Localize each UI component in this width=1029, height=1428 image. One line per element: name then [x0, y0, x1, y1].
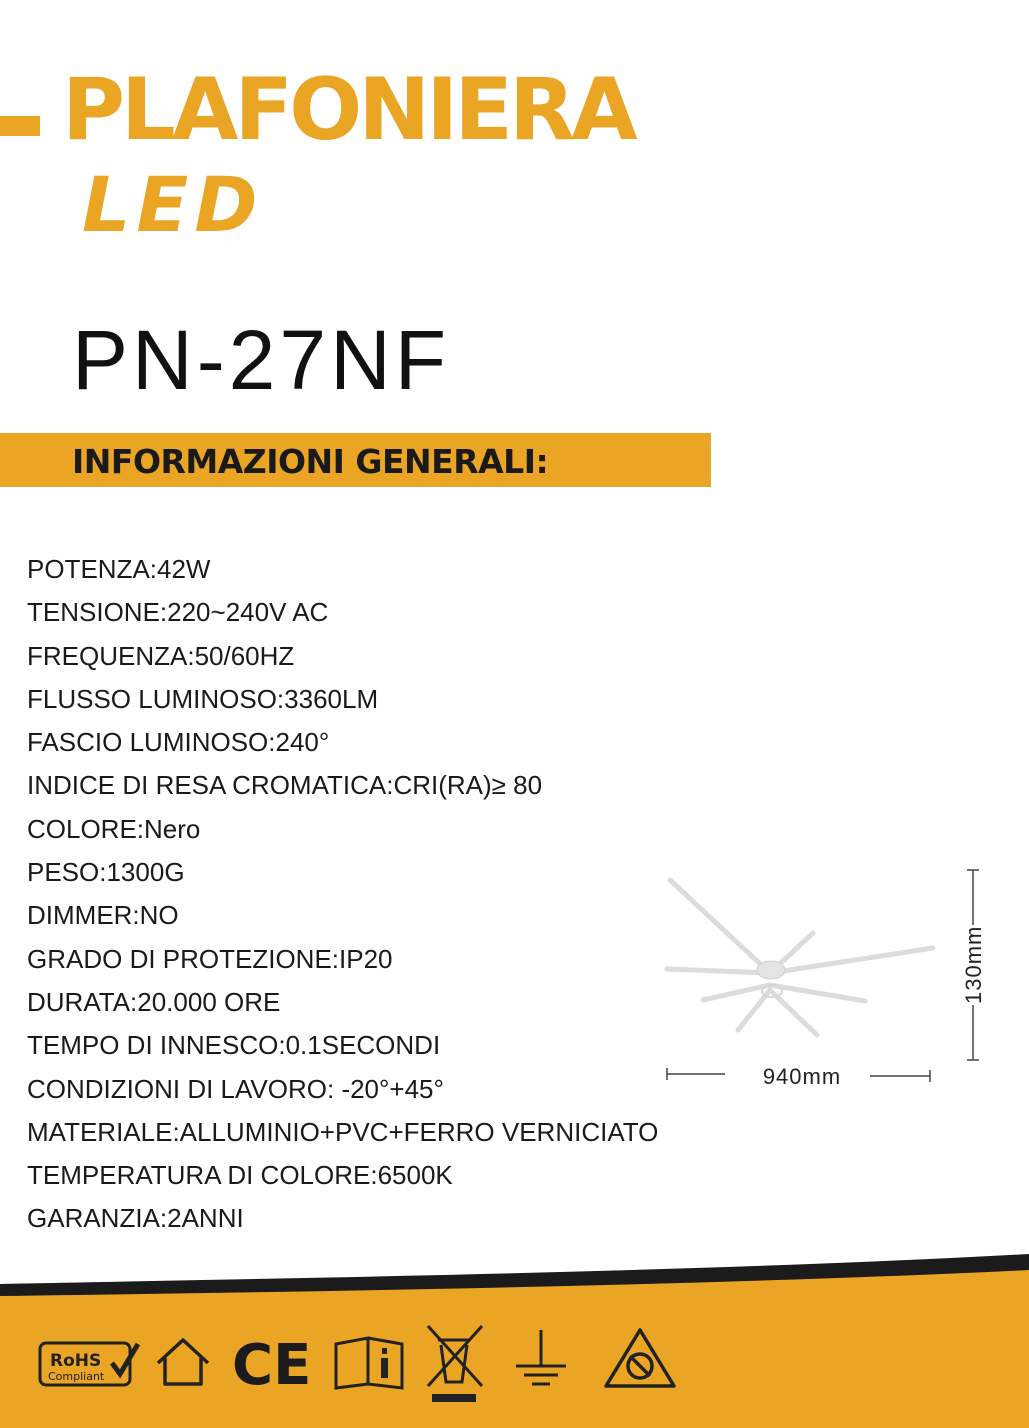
dimension-lines: [667, 870, 979, 1082]
weee-bin-icon: [428, 1326, 482, 1402]
spec-item: FLUSSO LUMINOSO:3360LM: [27, 683, 379, 714]
spec-item: DURATA:20.000 ORE: [27, 986, 281, 1017]
spec-item: PESO:1300G: [27, 857, 185, 888]
accent-dash: [0, 116, 40, 136]
spec-item: TEMPERATURA DI COLORE:6500K: [27, 1160, 453, 1191]
spec-item: FASCIO LUMINOSO:240°: [27, 727, 330, 758]
spec-item: GRADO DI PROTEZIONE:IP20: [27, 943, 393, 974]
rohs-sub-label: Compliant: [48, 1370, 105, 1383]
spec-item: TEMPO DI INNESCO:0.1SECONDI: [27, 1030, 441, 1061]
no-covering-icon: [606, 1330, 674, 1386]
indoor-use-icon: [158, 1340, 208, 1384]
rohs-label: RoHS: [50, 1351, 102, 1371]
spec-item: TENSIONE:220~240V AC: [27, 597, 329, 628]
lamp-canopy: [757, 961, 785, 979]
spec-item: POTENZA:42W: [27, 554, 211, 584]
certification-icons: [0, 1318, 1029, 1408]
spec-item: INDICE DI RESA CROMATICA:CRI(RA)≥ 80: [27, 770, 543, 801]
spec-item: COLORE:Nero: [27, 813, 201, 844]
spec-item: DIMMER:NO: [27, 900, 179, 931]
ground-icon: [516, 1330, 566, 1384]
section-title: INFORMAZIONI GENERALI:: [72, 442, 549, 481]
lamp-arm: [703, 985, 770, 1000]
lamp-arm: [770, 985, 865, 1001]
spec-item: FREQUENZA:50/60HZ: [27, 640, 295, 671]
brand-subtitle: LED: [82, 160, 264, 249]
spec-list: [27, 548, 658, 1241]
brand-title: PLAFONIERA: [62, 60, 634, 160]
lamp-arm: [667, 969, 770, 973]
spec-item: CONDIZIONI DI LAVORO: -20°+45°: [27, 1073, 444, 1104]
lamp-arms: [667, 880, 933, 1035]
lamp-arm: [670, 880, 770, 973]
ce-label: CE: [232, 1333, 312, 1398]
ce-mark-icon: [232, 1333, 311, 1398]
height-dimension-label: 130mm: [961, 925, 986, 1004]
read-manual-icon: [336, 1338, 402, 1388]
spec-item: GARANZIA:2ANNI: [27, 1203, 244, 1234]
section-header-bar: [0, 433, 711, 487]
width-dimension-label: 940mm: [762, 1064, 842, 1089]
rohs-icon: [40, 1343, 138, 1385]
model-code: PN-27NF: [72, 313, 451, 407]
spec-item: MATERIALE:ALLUMINIO+PVC+FERRO VERNICIATO: [27, 1116, 659, 1147]
